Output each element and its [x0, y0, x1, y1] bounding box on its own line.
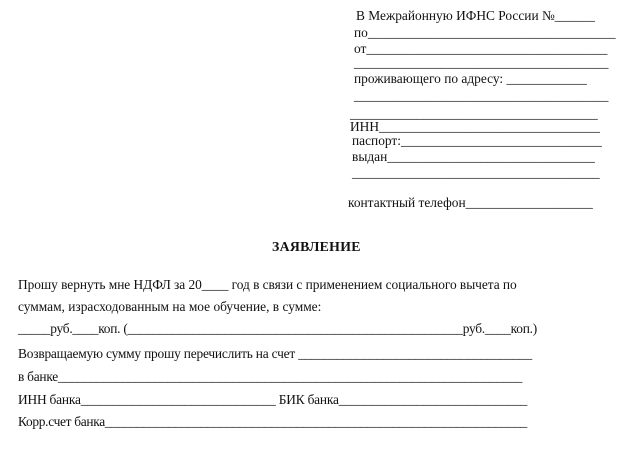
blank-line: ______________________________________	[354, 55, 609, 70]
blank-line: _____________________________________	[352, 165, 600, 180]
passport-line: паспорт:______________________________	[352, 133, 602, 148]
issued-line: выдан_______________________________	[352, 149, 595, 164]
account-line: Возвращаемую сумму прошу перечислить на счет ____________________________________	[18, 346, 533, 361]
po-line: по_____________________________________	[354, 25, 616, 40]
corr-account-line: Корр.счет банка__________________________________________________________________	[18, 414, 528, 429]
ot-line: от____________________________________	[354, 41, 608, 56]
blank-line: _____________________________________	[350, 106, 598, 121]
addressee-line: В Межрайонную ИФНС России №______	[356, 8, 595, 23]
inn-line: ИНН_________________________________	[350, 119, 600, 134]
phone-line: контактный телефон___________________	[348, 195, 593, 210]
document-title: ЗАЯВЛЕНИЕ	[272, 239, 361, 254]
bank-inn-bik-line: ИНН банка______________________________ БИК банка_____________________________	[18, 392, 528, 407]
residing-address-line: проживающего по адресу: ____________	[354, 71, 587, 86]
body-line-1: Прошу вернуть мне НДФЛ за 20____ год в связи с применением социального вычета по	[18, 277, 517, 292]
body-line-2: суммам, израсходованным на мое обучение, в сумме:	[18, 299, 322, 314]
blank-line: ______________________________________	[354, 88, 609, 103]
amount-line: _____руб.____коп. (____________________________________________________руб.____коп.)	[18, 321, 537, 336]
bank-line: в банке________________________________________________________________________	[18, 369, 523, 384]
